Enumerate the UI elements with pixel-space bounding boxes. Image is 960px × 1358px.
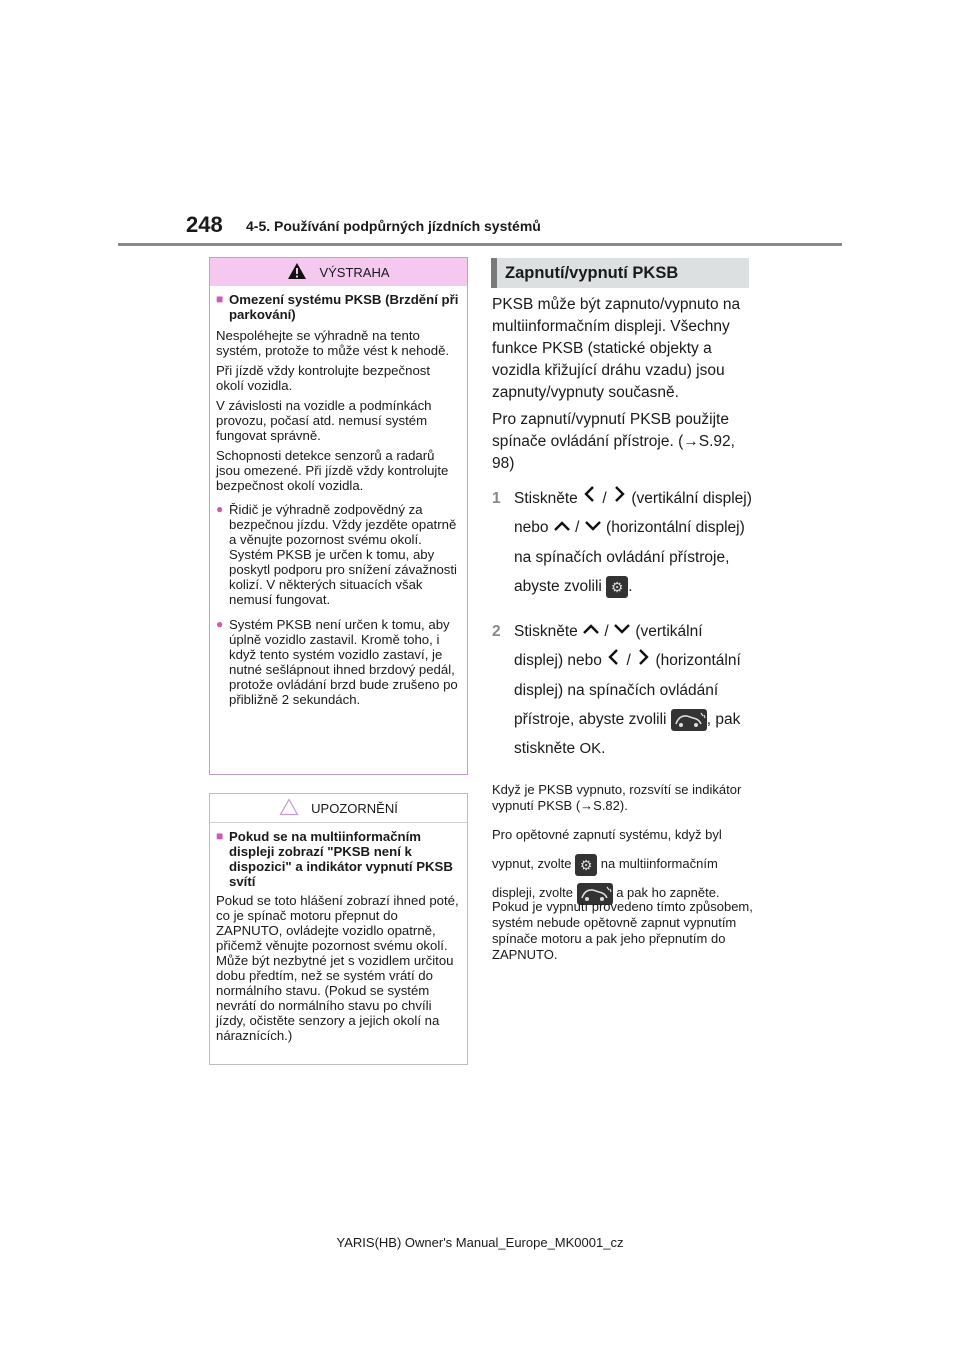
step-text: Stiskněte (514, 623, 578, 640)
note-text: na multiinformačním displeji, zvolte (492, 856, 718, 900)
square-bullet-icon: ■ (216, 292, 224, 306)
note-text: a pak ho zapněte. (616, 885, 720, 900)
note-paragraph (492, 820, 754, 907)
pksb-car-icon (671, 709, 707, 731)
note-text: Pro opětovné zapnutí systému, když byl vypnut, zvolte (492, 827, 722, 871)
warning-title: VÝSTRAHA (319, 264, 390, 280)
warning-paragraph: Schopnosti detekce senzorů a radarů jsou omezené. Při jízdě vždy kontrolujte bezpečnost okolí vozidla. (216, 448, 449, 493)
gear-icon: ⚙ (575, 854, 597, 876)
page-number: 248 (186, 212, 223, 237)
chevron-right-icon (611, 484, 627, 513)
step-text: Stiskněte (514, 490, 578, 507)
warning-bullet: Systém PKSB není určen k tomu, aby úplně vozidlo zastavil. Kromě toho, i když tento systém vozidlo zastaví, je nutné sešlápnout ihned brzdový pedál, protože ovládání brzd bude zrušeno po přibližně 2 sekundách. (229, 617, 458, 707)
caution-box (209, 793, 468, 1065)
step-number: 2 (492, 623, 501, 640)
caution-title: UPOZORNĚNÍ (311, 800, 398, 816)
caution-heading: Pokud se na multiinformačním displeji zobrazí "PKSB není k dispozici" a indikátor vypnutí PKSB svítí (229, 829, 453, 889)
caution-paragraph: Pokud se toto hlášení zobrazí ihned poté, co je spínač motoru přepnut do ZAPNUTO, ovládejte vozidlo opatrně, přičemž věnujte pozornost svému okolí. Může být nezbytné jet s vozidlem určitou dobu předtím, než se systém vrátí do normálního stavu. (Pokud se systém nevrátí do normálního stavu po chvíli jízdy, očistěte senzory a jejich okolí na náraznících.) (216, 893, 459, 1043)
chevron-left-icon (606, 647, 622, 676)
warning-box (209, 257, 468, 775)
warning-bullet: Řidič je výhradně zodpovědný za bezpečnou jízdu. Vždy jezděte opatrně a věnujte pozornost svému okolí. Systém PKSB je určen k tomu, aby poskytl podporu pro snížení závažnosti kolizí. V některých situacích však nemusí fungovat. (229, 502, 457, 607)
header-rule (118, 243, 842, 246)
warning-triangle-icon (287, 262, 307, 283)
chevron-down-icon (613, 617, 631, 646)
note-paragraph: Když je PKSB vypnuto, rozsvítí se indikátor vypnutí PKSB (→S.82). (492, 782, 742, 813)
step-text: , pak stiskněte (514, 710, 741, 757)
step-2: 2 Stiskněte / (vertikální displej) nebo / (horizontální displej) na spínačích ovládání přístroje, abyste zvolili , pak stiskněte OK. (492, 617, 754, 763)
step-text: (horizontální displej) na spínačích ovládání přístroje, abyste zvolili (514, 519, 745, 595)
note-paragraph: Pokud je vypnutí provedeno tímto způsobem, systém nebude opětovně zapnut vypnutím spínače motoru a pak jeho přepnutím do ZAPNUTO. (492, 899, 753, 962)
section-title: 4-5. Používání podpůrných jízdních systémů (246, 218, 541, 234)
warning-paragraph: Při jízdě vždy kontrolujte bezpečnost okolí vozidla. (216, 363, 431, 393)
section-heading: Zapnutí/vypnutí PKSB (491, 258, 749, 288)
warning-paragraph: V závislosti na vozidle a podmínkách provozu, počasí atd. nemusí systém fungovat správně. (216, 398, 432, 443)
chevron-up-icon (582, 617, 600, 646)
footer-text: YARIS(HB) Owner's Manual_Europe_MK0001_cz (336, 1235, 624, 1250)
circle-bullet-icon: ● (216, 617, 224, 631)
caution-triangle-icon (279, 798, 299, 819)
square-bullet-icon: ■ (216, 829, 224, 843)
warning-paragraph: Nespoléhejte se výhradně na tento systém, protože to může vést k nehodě. (216, 328, 450, 358)
warning-heading: Omezení systému PKSB (Brzdění při parkování) (229, 292, 459, 322)
step-text: (vertikální displej) nebo (514, 623, 703, 670)
chevron-right-icon (635, 647, 651, 676)
step-number: 1 (492, 490, 501, 507)
caution-header (210, 794, 467, 823)
intro-paragraph: PKSB může být zapnuto/vypnuto na multiinformačním displeji. Všechny funkce PKSB (statické objekty a vozidla křižující dráhu vzadu) jsou zapnuty/vypnuty současně. (492, 296, 741, 401)
gear-icon: ⚙ (606, 576, 628, 598)
warning-header (210, 258, 467, 286)
ok-button-label: OK (579, 739, 602, 757)
chevron-up-icon (553, 514, 571, 543)
step-1: 1 Stiskněte / (vertikální displej) nebo / (horizontální displej) na spínačích ovládání přístroje, abyste zvolili ⚙ . (492, 484, 754, 601)
chevron-down-icon (584, 514, 602, 543)
step-text: (horizontální displej) na spínačích ovládání přístroje, abyste zvolili (514, 652, 741, 728)
chevron-left-icon (582, 484, 598, 513)
step-text: (vertikální displej) nebo (514, 490, 752, 537)
circle-bullet-icon: ● (216, 502, 224, 516)
intro-paragraph: Pro zapnutí/vypnutí PKSB použijte spínače ovládání přístroje. (→S.92, 98) (492, 411, 735, 472)
